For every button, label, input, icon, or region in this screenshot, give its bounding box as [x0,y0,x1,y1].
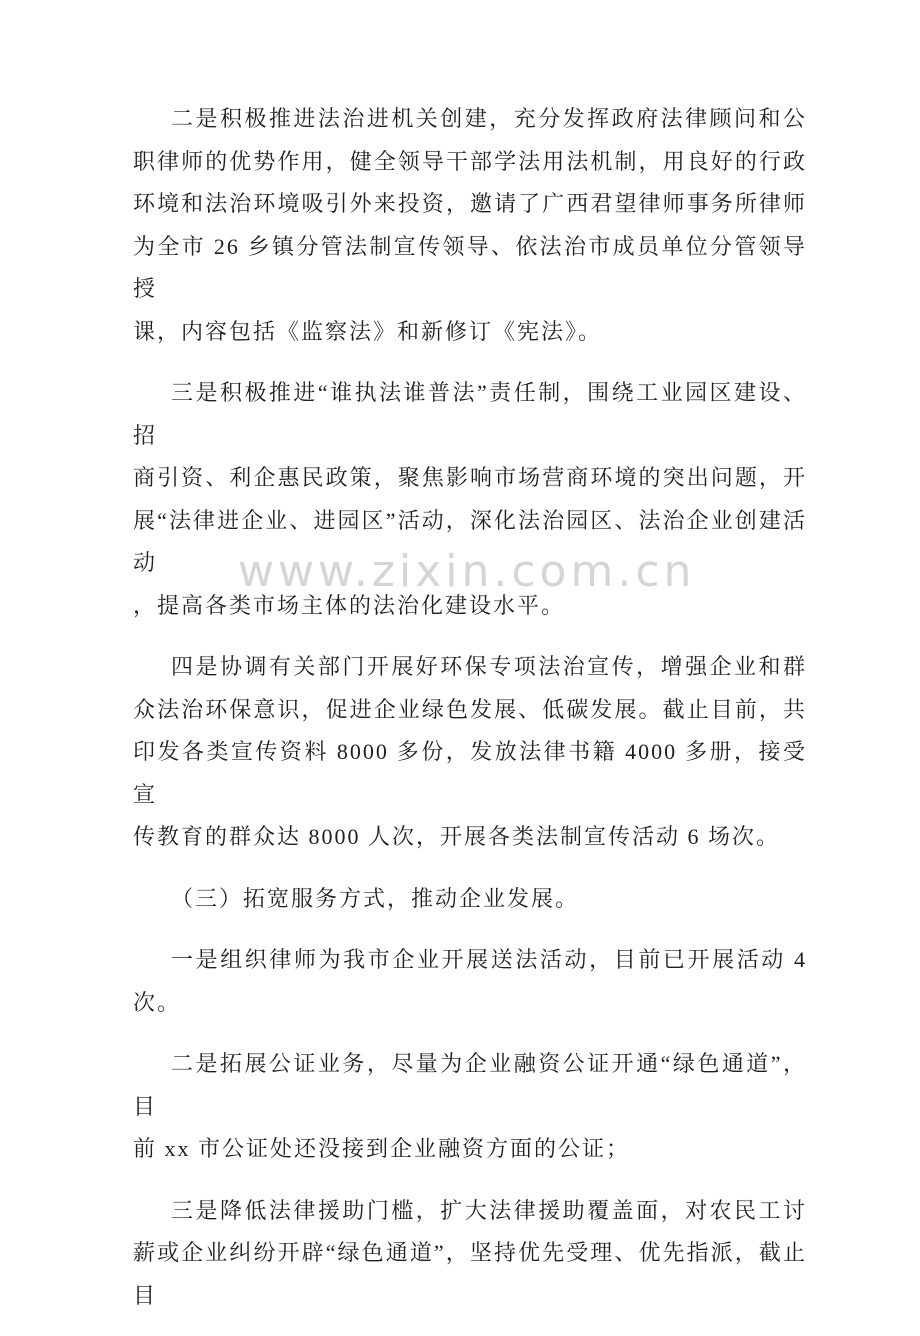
text-line: 课，内容包括《监察法》和新修订《宪法》。 [133,318,603,344]
paragraph-point-four-environmental-publicity [133,646,807,859]
text-line: 前 xx 市公证处还没接到企业融资方面的公证； [133,1136,631,1161]
text-line: 一是组织律师为我市企业开展送法活动，目前已开展活动 4 [171,947,807,972]
text-line: 传教育的群众达 8000 人次，开展各类法制宣传活动 6 场次。 [133,824,781,849]
paragraph-point-two-notarization [133,1043,807,1171]
paragraph-point-three-law-popularization [133,372,807,627]
text-line: （三）拓宽服务方式，推动企业发展。 [171,885,580,911]
paragraph-point-three-legal-aid [133,1190,807,1318]
text-line: 印发各类宣传资料 8000 多份，发放法律书籍 4000 多册，接受宣 [133,739,807,807]
text-line: 二是拓展公证业务，尽量为企业融资公证开通“绿色通道”，目 [133,1051,807,1119]
paragraph-point-two-rule-of-law-agencies [133,98,807,353]
text-line: 三是积极推进“谁执法谁普法”责任制，围绕工业园区建设、招 [133,380,807,448]
watermark-text: www.zixin.com.cn [238,546,696,597]
text-line: 二是积极推进法治进机关创建，充分发挥政府法律顾问和公 [171,106,807,131]
text-line: 职律师的优势作用，健全领导干部学法用法机制，用良好的行政 [133,148,807,174]
document-body [133,98,807,1336]
section-heading-three-expand-services [133,878,807,921]
text-line: ，提高各类市场主体的法治化建设水平。 [133,592,566,618]
text-line: 展“法律进企业、进园区”活动，深化法治园区、法治企业创建活动 [133,507,807,575]
text-line: 四是协调有关部门开展好环保专项法治宣传，增强企业和群 [171,654,807,679]
text-line: 为全市 26 乡镇分管法制宣传领导、依法治市成员单位分管领导授 [133,233,807,301]
text-line: 薪或企业纠纷开辟“绿色通道”，坚持优先受理、优先指派，截止目 [133,1240,807,1308]
text-line: 商引资、利企惠民政策，聚焦影响市场营商环境的突出问题，开 [133,465,807,490]
text-line: 次。 [133,989,182,1015]
text-line: 环境和法治环境吸引外来投资，邀请了广西君望律师事务所律师 [133,191,807,216]
text-line: 三是降低法律援助门槛，扩大法律援助覆盖面，对农民工讨 [171,1197,807,1223]
paragraph-point-one-lawyer-activities [133,939,807,1024]
text-line: 众法治环保意识，促进企业绿色发展、低碳发展。截止目前，共 [133,696,807,722]
